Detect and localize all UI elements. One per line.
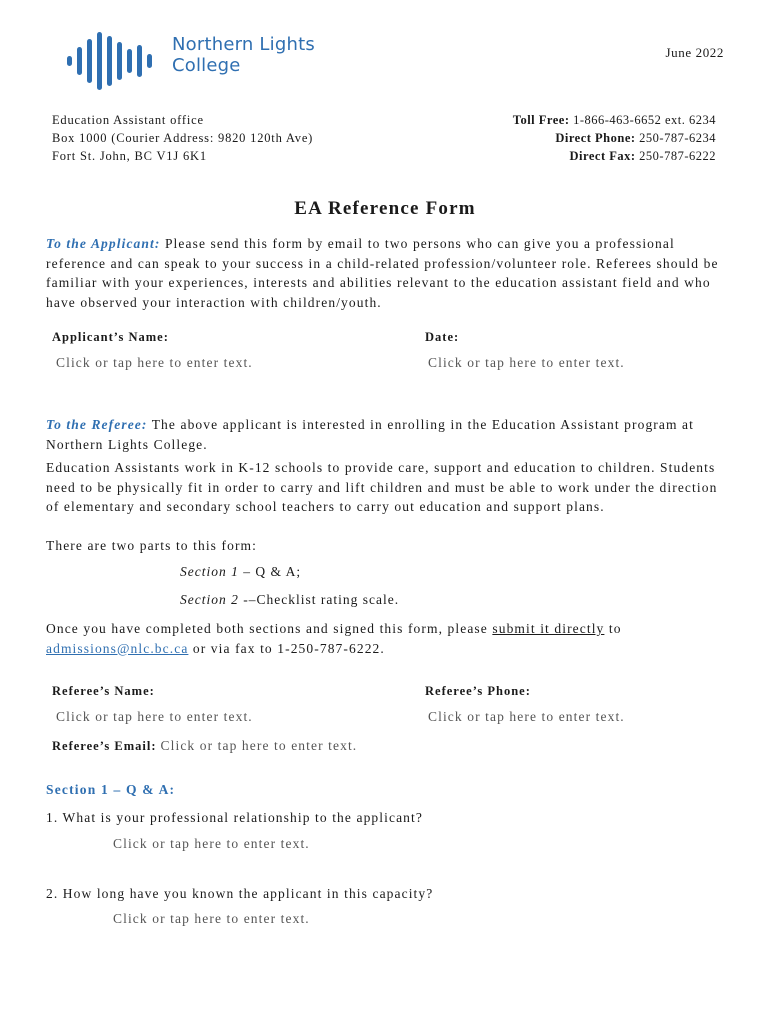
- college-name-line2: College: [172, 55, 241, 76]
- office-address: [52, 111, 313, 165]
- answer-2-field[interactable]: Click or tap here to enter text.: [113, 911, 310, 926]
- college-name: [172, 34, 315, 76]
- toll-free-line: [513, 111, 716, 129]
- admissions-email-link[interactable]: admissions@nlc.bc.ca: [46, 640, 189, 656]
- toll-free-value: 1-866-463-6652 ext. 6234: [569, 113, 716, 127]
- direct-phone-label: Direct Phone:: [555, 131, 636, 145]
- applicant-text: Please send this form by email to two persons who can give you a professional reference and can speak to your success in a child-related profession/volunteer role. Referees should be familiar with your experiences, interests and abilities relevant to the education assistant field and who have observed your interaction with children/youth.: [46, 236, 719, 310]
- address-line: Education Assistant office: [52, 113, 204, 127]
- ea-description: Education Assistants work in K-12 schools to provide care, support and education to children. Students need to be physically fit in order to carry and lift children and must be able to work under the direction of elementary and secondary school teachers to carry out education and support plans.: [46, 460, 718, 514]
- address-line: Fort St. John, BC V1J 6K1: [52, 149, 207, 163]
- page-title: EA Reference Form: [294, 198, 476, 219]
- date-field[interactable]: Click or tap here to enter text.: [428, 355, 625, 370]
- referee-instructions: [46, 415, 726, 454]
- section2-em: Section 2: [180, 592, 239, 607]
- address-line: Box 1000 (Courier Address: 9820 120th Ave): [52, 131, 314, 145]
- submit-pre: Once you have completed both sections and signed this form, please: [46, 621, 493, 636]
- section1-heading: Section 1 – Q & A:: [46, 782, 176, 797]
- direct-phone-value: 250-787-6234: [635, 131, 716, 145]
- college-name-line1: Northern Lights: [172, 34, 315, 55]
- submit-post: or via fax to 1-250-787-6222.: [188, 640, 385, 656]
- applicant-instructions: [46, 234, 726, 312]
- answer-1-field[interactable]: Click or tap here to enter text.: [113, 836, 310, 851]
- referee-name-label: Referee’s Name:: [52, 684, 155, 698]
- northern-lights-logo-icon: [64, 30, 164, 92]
- referee-email-field[interactable]: Click or tap here to enter text.: [160, 738, 358, 753]
- referee-name-field[interactable]: Click or tap here to enter text.: [56, 709, 253, 724]
- referee-email-row: [52, 737, 357, 755]
- referee-phone-field[interactable]: Click or tap here to enter text.: [428, 709, 625, 724]
- submit-directly-text: submit it directly: [492, 621, 605, 636]
- date-label: Date:: [425, 330, 460, 344]
- toll-free-label: Toll Free:: [512, 113, 570, 127]
- applicant-name-field[interactable]: Click or tap here to enter text.: [56, 355, 253, 370]
- direct-phone-line: [513, 129, 716, 147]
- section2-rest: -–Checklist rating scale.: [238, 592, 400, 607]
- section1-em: Section 1: [180, 564, 239, 579]
- applicant-name-label: Applicant’s Name:: [52, 330, 169, 344]
- question-1: 1. What is your professional relationship to the applicant?: [46, 810, 423, 825]
- referee-phone-label: Referee’s Phone:: [425, 684, 531, 698]
- direct-fax-label: Direct Fax:: [569, 149, 636, 163]
- referee-text: The above applicant is interested in enrolling in the Education Assistant program at Northern Lights College.: [46, 417, 694, 452]
- direct-fax-value: 250-787-6222: [635, 149, 716, 163]
- direct-fax-line: [513, 147, 716, 165]
- submit-instructions: [46, 619, 726, 658]
- applicant-lead: To the Applicant:: [46, 236, 161, 251]
- section1-item: [180, 564, 301, 580]
- section1-rest: – Q & A;: [238, 564, 302, 579]
- referee-email-label: Referee’s Email:: [52, 739, 157, 753]
- contact-info: [513, 111, 716, 165]
- submit-to: to: [604, 621, 622, 636]
- section2-item: [180, 592, 399, 608]
- two-parts-text: There are two parts to this form:: [46, 538, 257, 553]
- question-2: 2. How long have you known the applicant in this capacity?: [46, 886, 434, 901]
- document-date: June 2022: [665, 45, 724, 60]
- college-logo: [64, 30, 324, 92]
- referee-lead: To the Referee:: [46, 417, 148, 432]
